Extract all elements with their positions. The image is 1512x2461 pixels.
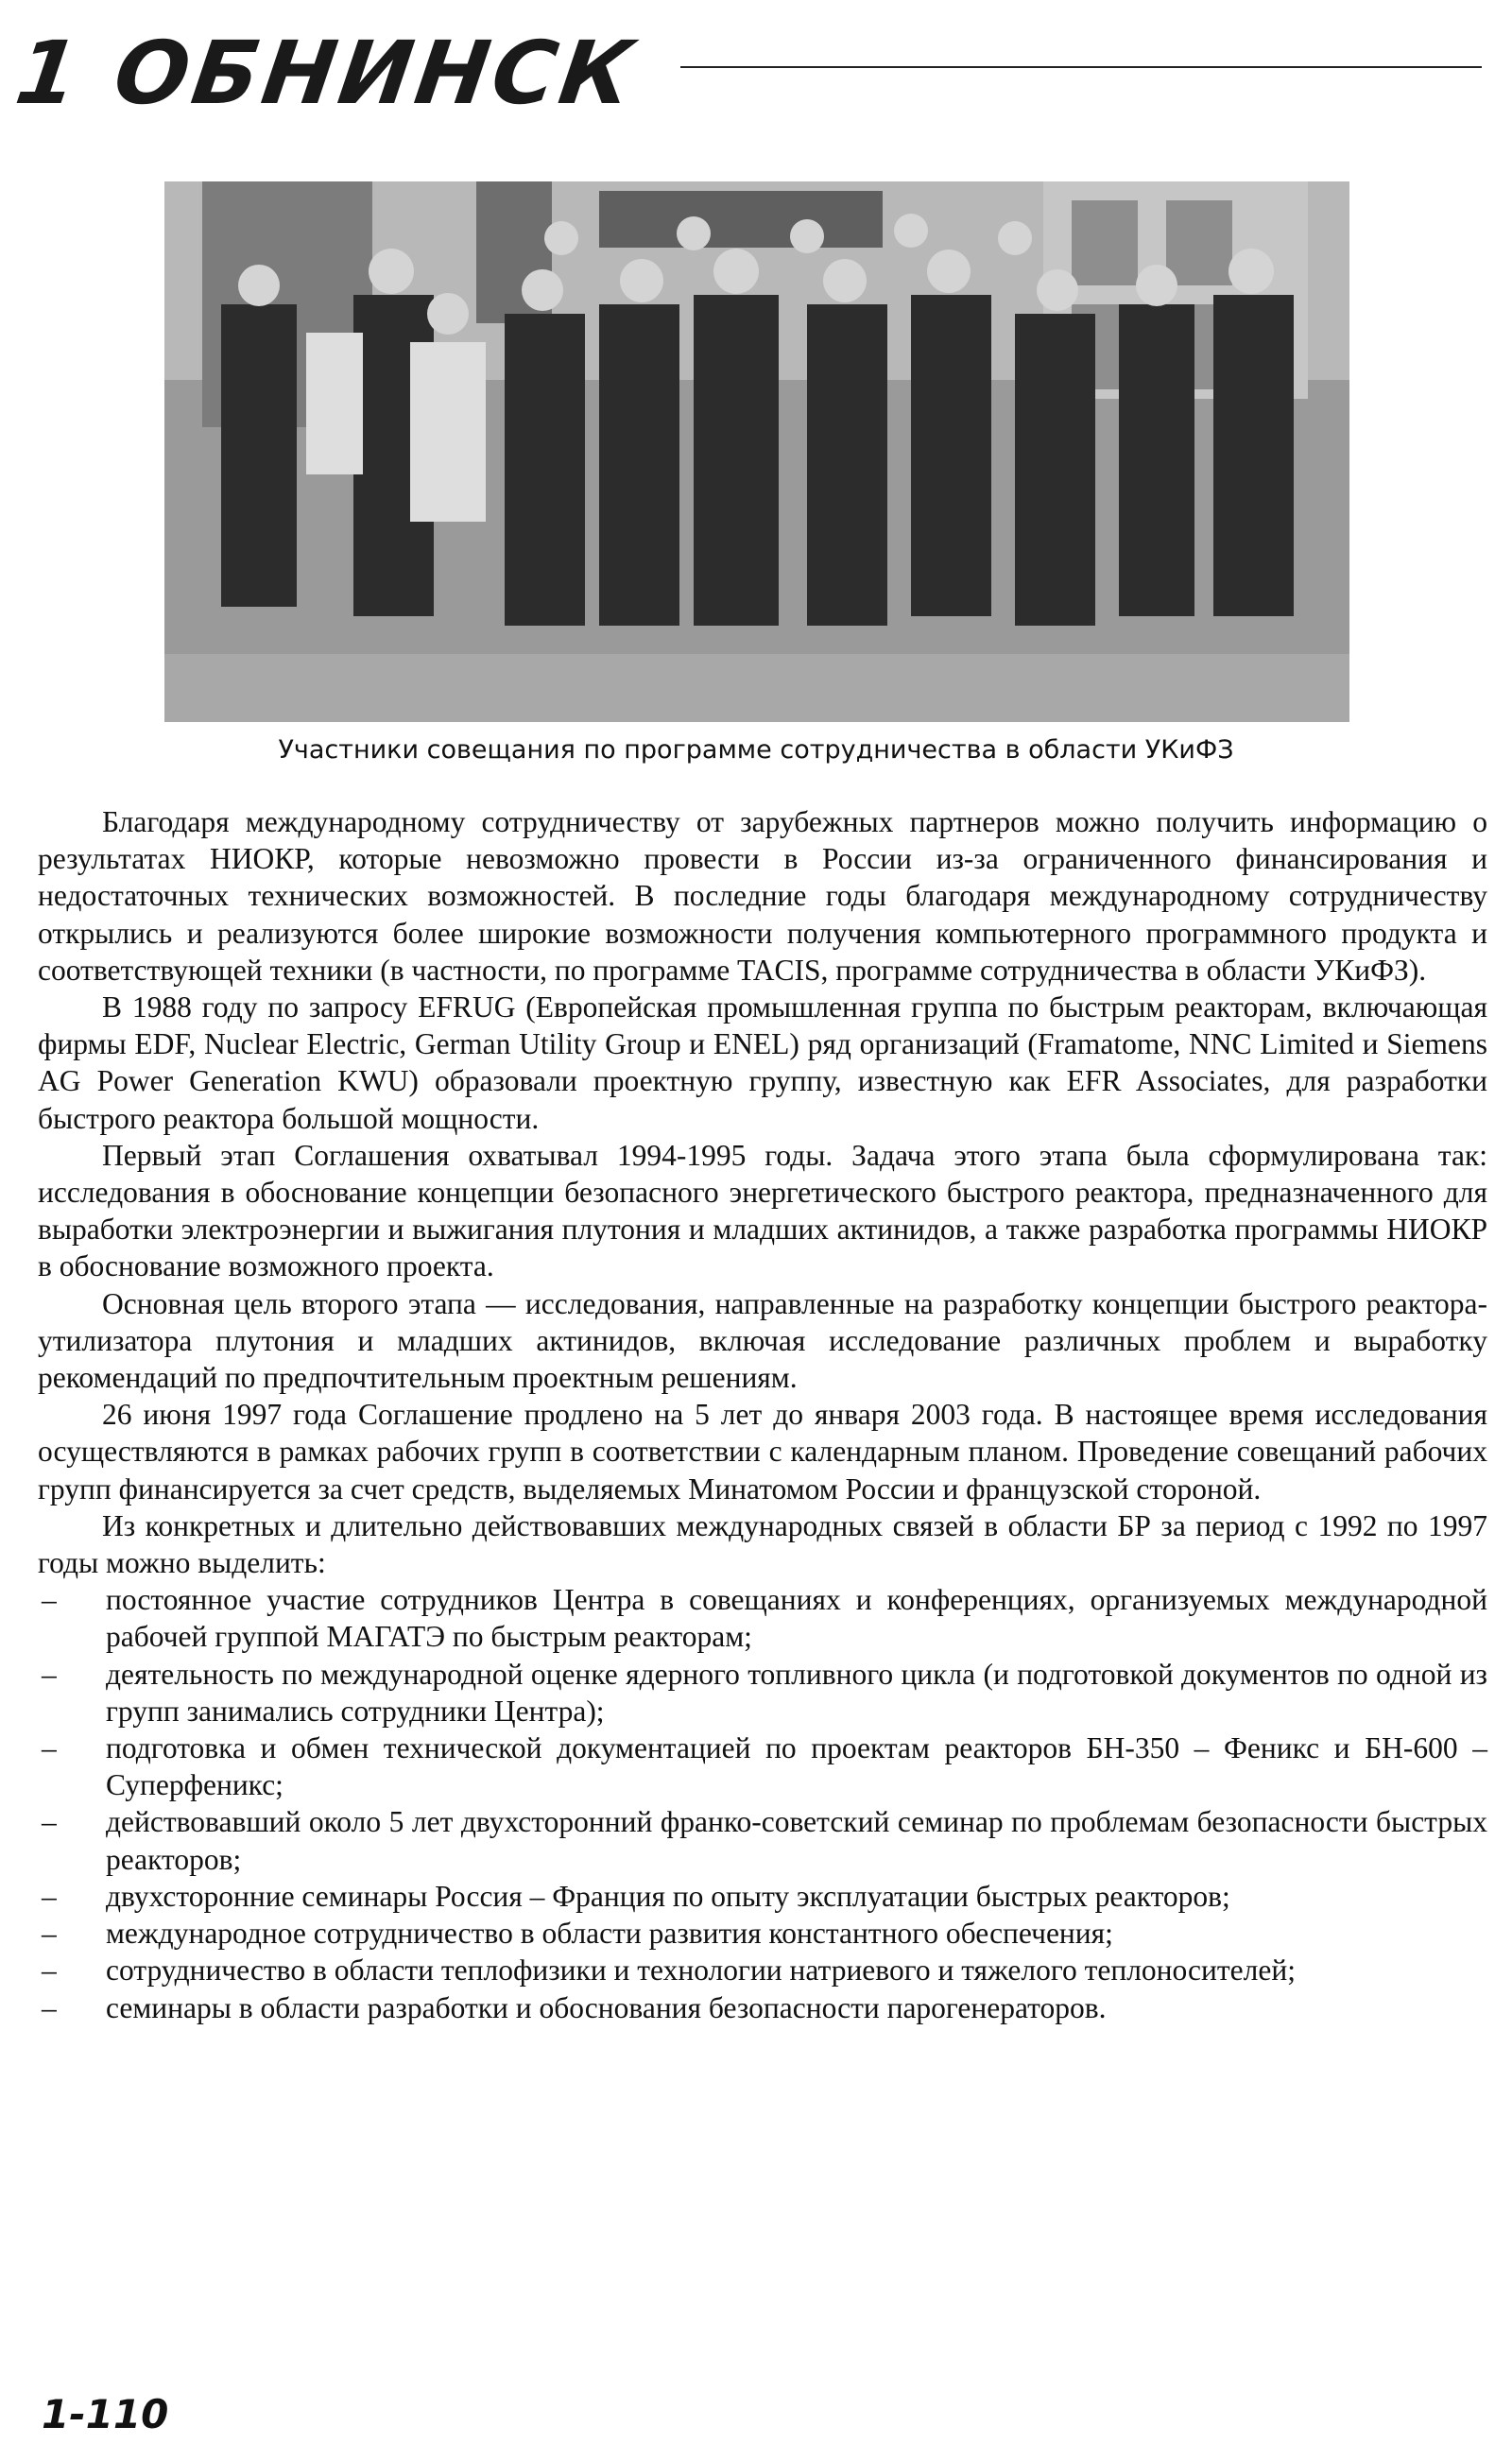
list-dash: – [42,1917,57,1951]
list-dash: – [42,1879,57,1913]
group-photo-image [164,181,1349,722]
list-item-text: сотрудничество в области теплофизики и технологии натриевого и тяжелого теплоносителей; [106,1953,1296,1988]
list-item-text: семинары в области разработки и обоснования безопасности парогенераторов. [106,1990,1107,2024]
list-item-text: подготовка и обмен технической документацией по проектам реакторов БН-350 – Феникс и БН-600 – Суперфеникс; [106,1731,1487,1802]
list-dash: – [42,1805,57,1839]
group-photo [164,181,1349,722]
paragraph: Первый этап Соглашения охватывал 1994-1995 годы. Задача этого этапа была сформулирована так: исследования в обоснование концепции безопасного энергетического быстрого реактора, предназначенного для выработки электроэнергии и выжигания плутония и младших актинидов, а также разработка программы НИОКР в обоснование возможного проекта. [38,1138,1487,1283]
list-item [38,1581,1487,1655]
list-dash: – [42,1953,57,1988]
list-dash: – [42,1990,57,2024]
list-item-text: двухсторонние семинары Россия – Франция по опыту эксплуатации быстрых реакторов; [106,1879,1230,1913]
page-header [0,19,1512,123]
paragraph: В 1988 году по запросу EFRUG (Европейская промышленная группа по быстрым реакторам, включающая фирмы EDF, Nuclear Electric, German Utility Group и ENEL) ряд организаций (Framatome, NNC Limited и Siemens AG Power Generation KWU) образовали проектную группу, известную как EFR Associates, для разработки быстрого реактора большой мощности. [38,990,1487,1135]
list-item-text: действовавший около 5 лет двухсторонний франко-советский семинар по проблемам безопасности быстрых реакторов; [106,1805,1487,1876]
paragraph: Из конкретных и длительно действовавших международных связей в области БР за период с 1992 по 1997 годы можно выделить: [38,1508,1487,1580]
list-dash: – [42,1657,57,1691]
section-title: 1 ОБНИНСК [9,23,643,124]
list-item [38,1730,1487,1803]
list-item [38,1878,1487,1915]
list-dash: – [42,1731,57,1765]
photo-caption: Участники совещания по программе сотрудничества в области УКиФЗ [278,735,1234,765]
list-item-text: деятельность по международной оценке ядерного топливного цикла (и подготовкой документов по одной из групп занимались сотрудники Центра); [106,1657,1487,1728]
page-number: 1-110 [42,2391,169,2437]
header-rule [680,66,1482,68]
list-item [38,1656,1487,1730]
paragraph: Основная цель второго этапа — исследования, направленные на разработку концепции быстрого реактора-утилизатора плутония и младших актинидов, включая исследование различных проблем и выработку рекомендаций по предпочтительным проектным решениям. [38,1286,1487,1395]
list-item-text: международное сотрудничество в области развития константного обеспечения; [106,1917,1113,1951]
paragraph: 26 июня 1997 года Соглашение продлено на 5 лет до января 2003 года. В настоящее время исследования осуществляются в рамках рабочих групп в соответствии с календарным планом. Проведение совещаний рабочих групп финансируется за счет средств, выделяемых Минатомом России и французской стороной. [38,1398,1487,1506]
list-item [38,1952,1487,1988]
article-body [38,803,1487,2026]
list-dash: – [42,1583,57,1617]
list-item [38,1915,1487,1952]
list-item [38,1803,1487,1877]
paragraph: Благодаря международному сотрудничеству от зарубежных партнеров можно получить информацию о результатах НИОКР, которые невозможно провести в России из-за ограниченного финансирования и недостаточных технических возможностей. В последние годы благодаря международному сотрудничеству открылись и реализуются более широкие возможности получения компьютерного программного продукта и соответствующей техники (в частности, по программе TACIS, программе сотрудничества в области УКиФЗ). [38,805,1487,987]
list-item-text: постоянное участие сотрудников Центра в совещаниях и конференциях, организуемых международной рабочей группой МАГАТЭ по быстрым реакторам; [106,1583,1487,1654]
cooperation-list [38,1581,1487,2025]
list-item [38,1989,1487,2026]
